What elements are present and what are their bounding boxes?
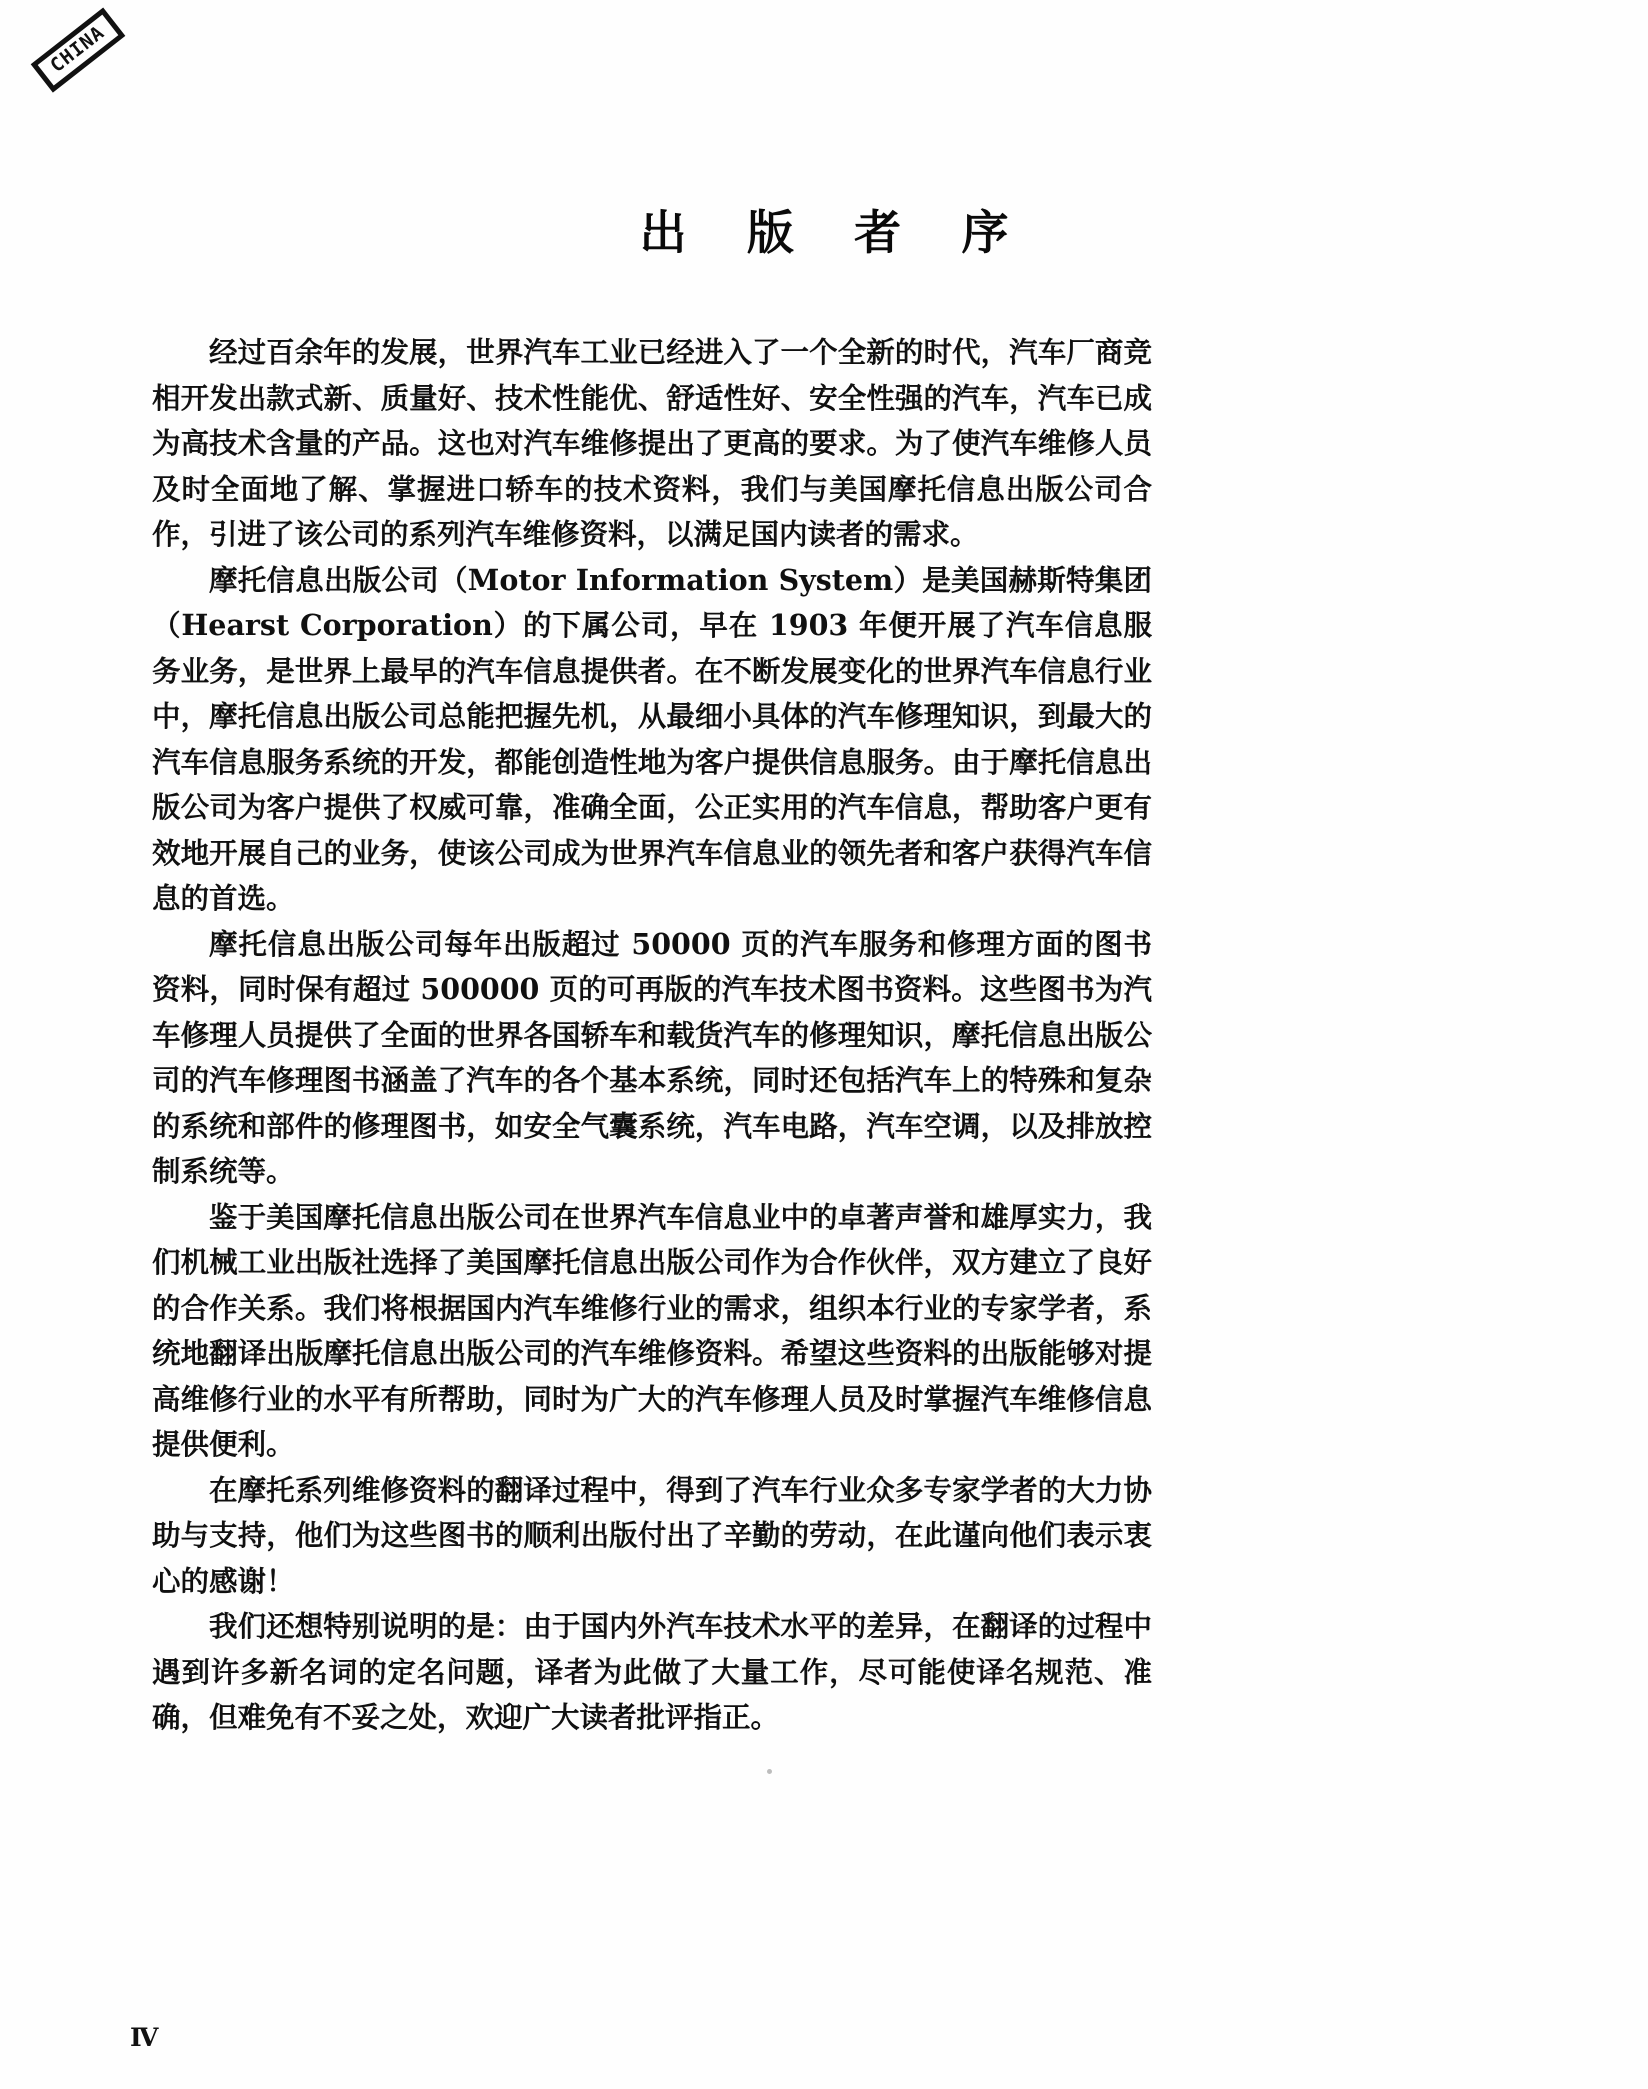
preface-paragraph: 我们还想特别说明的是：由于国内外汽车技术水平的差异，在翻译的过程中遇到许多新名词的定名问题，译者为此做了大量工作，尽可能使译名规范、准确，但难免有不妥之处，欢迎广大读者批评指正。 bbox=[152, 1609, 1152, 1734]
preface-paragraph: 鉴于美国摩托信息出版公司在世界汽车信息业中的卓著声誉和雄厚实力，我们机械工业出版社选择了美国摩托信息出版公司作为合作伙伴，双方建立了良好的合作关系。我们将根据国内汽车维修行业的需求，组织本行业的专家学者，系统地翻译出版摩托信息出版公司的汽车维修资料。希望这些资料的出版能够对提高维修行业的水平有所帮助，同时为广大的汽车修理人员及时掌握汽车维修信息提供便利。 bbox=[152, 1199, 1152, 1461]
china-stamp-label: CHINA bbox=[31, 7, 126, 92]
preface-paragraph: 摩托信息出版公司每年出版超过 50000 页的汽车服务和修理方面的图书资料，同时保有超过 500000 页的可再版的汽车技术图书资料。这些图书为汽车修理人员提供了全面的世界各国轿车和载货汽车的修理知识，摩托信息出版公司的汽车修理图书涵盖了汽车的各个基本系统，同时还包括汽车上的特殊和复杂的系统和部件的修理图书，如安全气囊系统，汽车电路，汽车空调，以及排放控制系统等。 bbox=[152, 926, 1152, 1188]
preface-paragraph: 摩托信息出版公司（Motor Information System）是美国赫斯特集团（Hearst Corporation）的下属公司，早在 1903 年便开展了汽车信息服务业务，是世界上最早的汽车信息提供者。在不断发展变化的世界汽车信息行业中，摩托信息出版公司总能把握先机，从最细小具体的汽车修理知识，到最大的汽车信息服务系统的开发，都能创造性地为客户提供信息服务。由于摩托信息出版公司为客户提供了权威可靠，准确全面，公正实用的汽车信息，帮助客户更有效地开展自己的业务，使该公司成为世界汽车信息业的领先者和客户获得汽车信息的首选。 bbox=[152, 562, 1152, 915]
preface-body bbox=[152, 330, 1152, 1741]
page-title: 出 版 者 序 bbox=[639, 206, 1031, 261]
scan-artifact-speck bbox=[767, 1769, 772, 1774]
china-stamp bbox=[26, 10, 156, 110]
preface-paragraph: 经过百余年的发展，世界汽车工业已经进入了一个全新的时代，汽车厂商竞相开发出款式新、质量好、技术性能优、舒适性好、安全性强的汽车，汽车已成为高技术含量的产品。这也对汽车维修提出了更高的要求。为了使汽车维修人员及时全面地了解、掌握进口轿车的技术资料，我们与美国摩托信息出版公司合作，引进了该公司的系列汽车维修资料，以满足国内读者的需求。 bbox=[152, 335, 1152, 551]
page-number: Ⅳ bbox=[130, 2023, 159, 2052]
preface-paragraph: 在摩托系列维修资料的翻译过程中，得到了汽车行业众多专家学者的大力协助与支持，他们为这些图书的顺利出版付出了辛勤的劳动，在此谨向他们表示衷心的感谢！ bbox=[152, 1472, 1152, 1598]
